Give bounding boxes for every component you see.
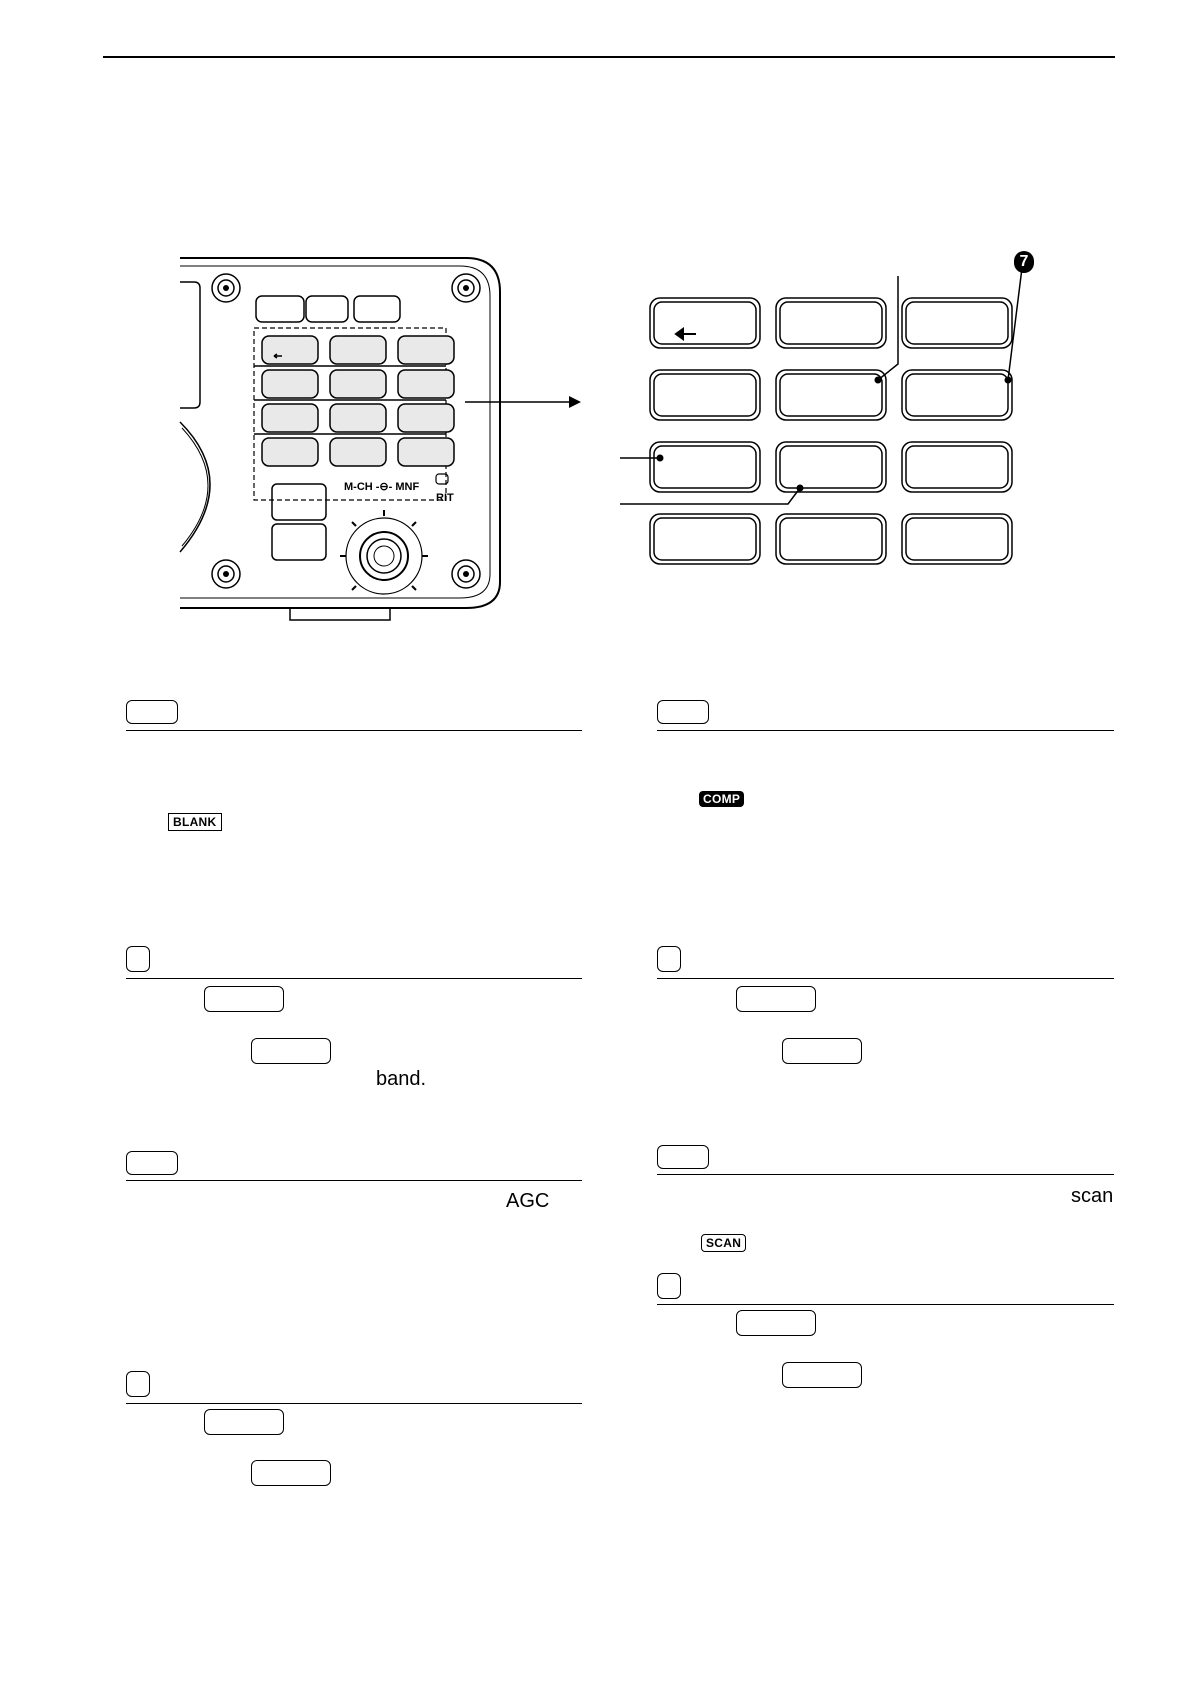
zoom-arrow bbox=[465, 392, 585, 412]
corner-screw-top-left bbox=[212, 274, 240, 302]
scan-indicator: SCAN bbox=[701, 1234, 746, 1252]
corner-screw-bottom-right bbox=[452, 560, 480, 588]
inline-key-left-4b bbox=[251, 1460, 331, 1486]
section-rule-right-1 bbox=[657, 730, 1114, 731]
section-key-left-4 bbox=[126, 1371, 150, 1397]
comp-indicator: COMP bbox=[699, 791, 744, 807]
section-rule-left-2 bbox=[126, 978, 582, 979]
inline-key-right-2a bbox=[736, 986, 816, 1012]
corner-screw-top-right bbox=[452, 274, 480, 302]
inline-key-left-2a bbox=[204, 986, 284, 1012]
scan-text: scan bbox=[1071, 1185, 1114, 1207]
inline-key-right-4b bbox=[782, 1362, 862, 1388]
band-text: band. bbox=[376, 1068, 427, 1090]
section-key-right-4 bbox=[657, 1273, 681, 1299]
blank-indicator: BLANK bbox=[168, 813, 222, 831]
section-key-left-1 bbox=[126, 700, 178, 724]
rit-label: RIT bbox=[436, 492, 454, 504]
section-key-left-3 bbox=[126, 1151, 178, 1175]
inline-key-right-4a bbox=[736, 1310, 816, 1336]
section-key-left-2 bbox=[126, 946, 150, 972]
inline-key-left-2b bbox=[251, 1038, 331, 1064]
section-key-right-1 bbox=[657, 700, 709, 724]
radio-front-panel-illustration bbox=[170, 252, 510, 622]
corner-screw-bottom-left bbox=[212, 560, 240, 588]
section-key-right-3 bbox=[657, 1145, 709, 1169]
inline-key-right-2b bbox=[782, 1038, 862, 1064]
enlarged-keypad[interactable] bbox=[610, 250, 1040, 570]
small-keypad bbox=[262, 336, 454, 466]
section-rule-left-3 bbox=[126, 1180, 582, 1181]
section-rule-right-2 bbox=[657, 978, 1114, 979]
section-rule-left-4 bbox=[126, 1403, 582, 1404]
callout-number-7-badge: 7 bbox=[1014, 251, 1034, 273]
inline-key-left-4a bbox=[204, 1409, 284, 1435]
agc-text: AGC bbox=[506, 1190, 550, 1212]
section-rule-right-4 bbox=[657, 1304, 1114, 1305]
header-rule bbox=[103, 56, 1115, 58]
m-ch-mnf-label: M-CH -⊖- MNF bbox=[344, 481, 420, 493]
section-rule-left-1 bbox=[126, 730, 582, 731]
section-key-right-2 bbox=[657, 946, 681, 972]
section-rule-right-3 bbox=[657, 1174, 1114, 1175]
